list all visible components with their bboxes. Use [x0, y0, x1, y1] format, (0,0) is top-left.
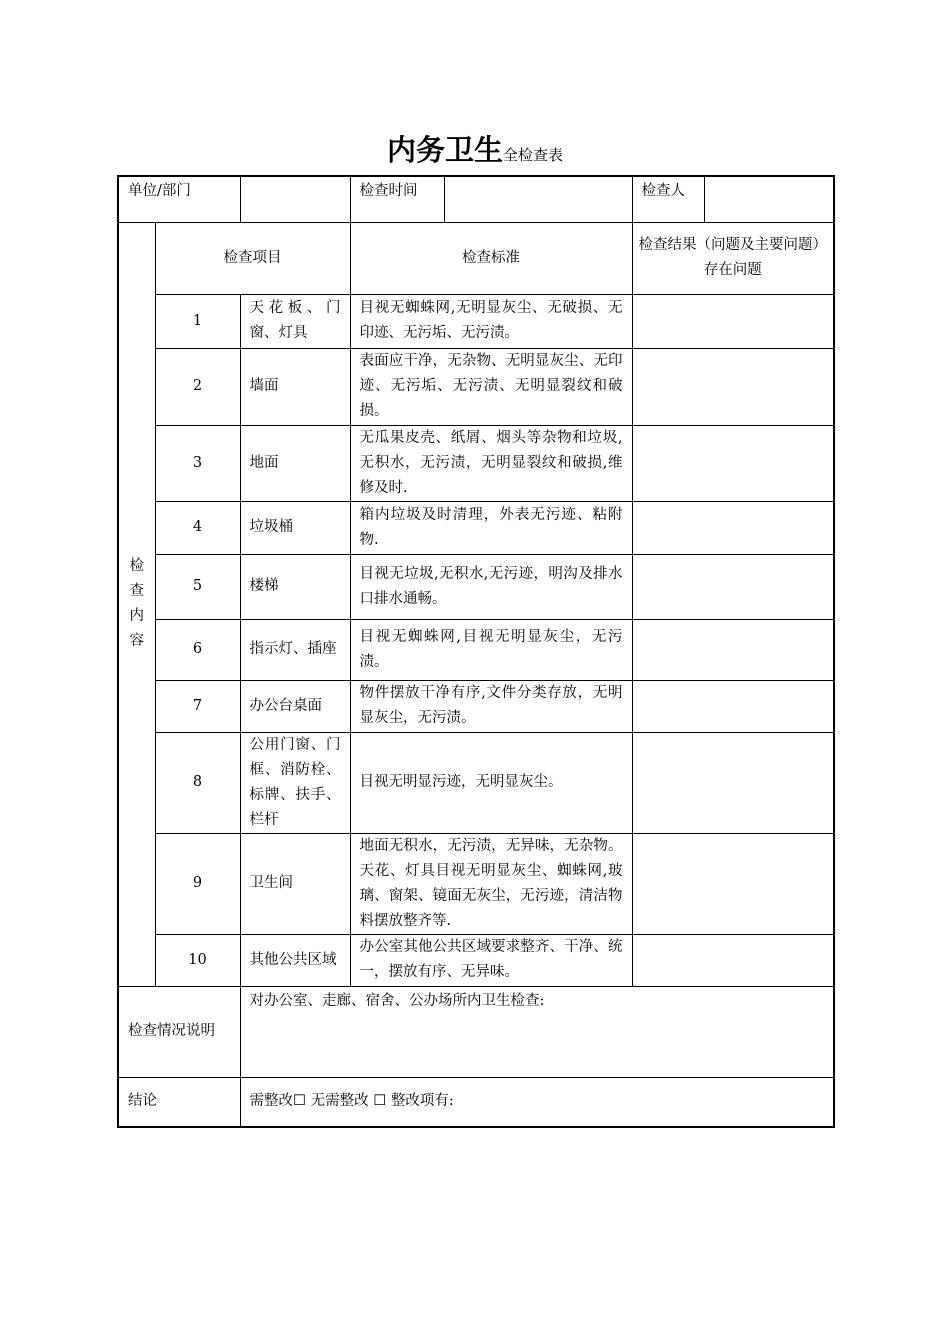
column-header-result: 检查结果（问题及主要问题）存在问题 [632, 222, 834, 294]
item-result-field[interactable] [632, 619, 834, 680]
item-number: 5 [155, 554, 240, 619]
item-name: 其他公共区域 [240, 934, 350, 986]
item-number: 2 [155, 348, 240, 425]
item-standard: 办公室其他公共区域要求整齐、干净、统一，摆放有序、无异味。 [350, 934, 632, 986]
item-name: 办公台桌面 [240, 680, 350, 732]
table-row [118, 833, 834, 934]
item-number: 7 [155, 680, 240, 732]
table-row [118, 680, 834, 732]
notes-label: 检查情况说明 [118, 986, 240, 1077]
item-result-field[interactable] [632, 732, 834, 833]
item-result-field[interactable] [632, 294, 834, 348]
column-header-standard: 检查标准 [350, 222, 632, 294]
table-row [118, 732, 834, 833]
item-number: 3 [155, 425, 240, 501]
inspector-value-field[interactable] [704, 176, 834, 222]
item-result-field[interactable] [632, 501, 834, 554]
item-standard: 无瓜果皮壳、纸屑、烟头等杂物和垃圾,无积水，无污渍，无明显裂纹和破损,维修及时. [350, 425, 632, 501]
title-sub: 全检查表 [503, 146, 564, 164]
item-number: 6 [155, 619, 240, 680]
item-standard: 箱内垃圾及时清理，外表无污迹、粘附物. [350, 501, 632, 554]
unit-value-field[interactable] [240, 176, 350, 222]
time-value-field[interactable] [444, 176, 632, 222]
table-row [118, 425, 834, 501]
conclusion-label: 结论 [118, 1077, 240, 1127]
item-number: 9 [155, 833, 240, 934]
item-result-field[interactable] [632, 833, 834, 934]
table-row [118, 554, 834, 619]
item-name: 楼梯 [240, 554, 350, 619]
notes-field[interactable]: 对办公室、走廊、宿舍、公办场所内卫生检查: [240, 986, 834, 1077]
item-standard: 目视无垃圾,无积水,无污迹，明沟及排水口排水通畅。 [350, 554, 632, 619]
table-row [118, 619, 834, 680]
column-header-item: 检查项目 [155, 222, 350, 294]
item-number: 10 [155, 934, 240, 986]
column-header-row [118, 222, 834, 294]
inspector-label: 检查人 [632, 176, 704, 222]
table-row [118, 294, 834, 348]
item-name: 卫生间 [240, 833, 350, 934]
item-standard: 地面无积水，无污渍，无异味，无杂物。天花、灯具目视无明显灰尘、蜘蛛网,玻璃、窗架、镜面无灰尘，无污迹，清洁物料摆放整齐等. [350, 833, 632, 934]
conclusion-field[interactable]: 需整改☐ 无需整改 ☐ 整改项有: [240, 1077, 834, 1127]
time-label: 检查时间 [350, 176, 444, 222]
page-title [0, 128, 950, 169]
conclusion-row [118, 1077, 834, 1127]
item-result-field[interactable] [632, 348, 834, 425]
item-number: 1 [155, 294, 240, 348]
item-standard: 物件摆放干净有序,文件分类存放，无明显灰尘，无污渍。 [350, 680, 632, 732]
table-row [118, 348, 834, 425]
notes-row [118, 986, 834, 1077]
inspection-table [117, 175, 835, 1128]
unit-label: 单位/部门 [118, 176, 240, 222]
item-result-field[interactable] [632, 554, 834, 619]
item-name: 垃圾桶 [240, 501, 350, 554]
item-standard: 目视无蜘蛛网,无明显灰尘、无破损、无印迹、无污垢、无污渍。 [350, 294, 632, 348]
table-row [118, 934, 834, 986]
title-main: 内务卫生 [386, 133, 503, 167]
item-result-field[interactable] [632, 934, 834, 986]
item-result-field[interactable] [632, 680, 834, 732]
item-standard: 目视无蜘蛛网,目视无明显灰尘，无污渍。 [350, 619, 632, 680]
section-label-text: 检 查 内 容 [129, 558, 144, 649]
item-name: 墙面 [240, 348, 350, 425]
item-name: 公用门窗、门框、消防栓、标牌、扶手、栏杆 [240, 732, 350, 833]
item-standard: 表面应干净，无杂物、无明显灰尘、无印迹、无污垢、无污渍、无明显裂纹和破损。 [350, 348, 632, 425]
item-name: 指示灯、插座 [240, 619, 350, 680]
item-number: 4 [155, 501, 240, 554]
header-row [118, 176, 834, 222]
section-label-check-content [118, 222, 155, 986]
item-result-field[interactable] [632, 425, 834, 501]
item-name: 天花板、门窗、灯具 [240, 294, 350, 348]
item-standard: 目视无明显污迹，无明显灰尘。 [350, 732, 632, 833]
table-row [118, 501, 834, 554]
item-number: 8 [155, 732, 240, 833]
item-name: 地面 [240, 425, 350, 501]
